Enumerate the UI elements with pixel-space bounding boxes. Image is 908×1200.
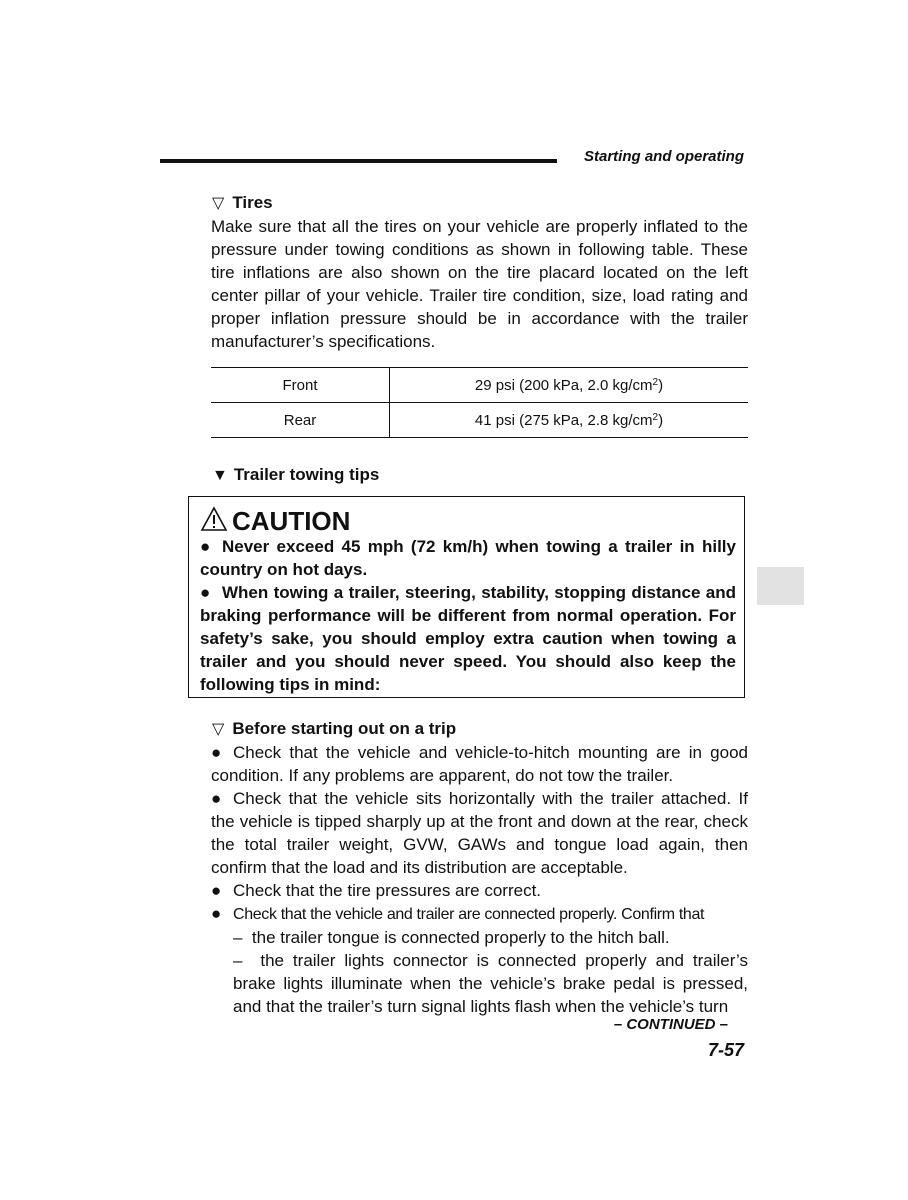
tires-heading xyxy=(212,193,273,213)
tire-pressure-table xyxy=(211,367,748,438)
table-cell-position: Rear xyxy=(211,403,390,438)
bullet-icon: ● xyxy=(200,583,211,602)
header-rule xyxy=(160,159,557,163)
continued-label: – CONTINUED – xyxy=(613,1016,728,1033)
bullet-icon: ● xyxy=(211,904,222,923)
dash-icon: – xyxy=(233,951,243,970)
caution-item: ● When towing a trailer, steering, stability, stopping distance and braking performance will be different from normal operation. For safety’s sake, you should employ extra caution when towing a trailer and you should never speed. You should also keep the following tips in mind: xyxy=(200,583,736,694)
list-item: ● Check that the vehicle and vehicle-to-hitch mounting are in good condition. If any problems are apparent, do not tow the trailer. xyxy=(211,743,748,785)
table-cell-pressure: 29 psi (200 kPa, 2.0 $kg/cm^2$) xyxy=(390,368,749,403)
caution-text xyxy=(200,535,736,696)
bullet-icon: ● xyxy=(200,537,211,556)
warning-triangle-icon xyxy=(200,506,228,532)
before-trip-heading xyxy=(212,719,456,739)
bullet-icon: ● xyxy=(211,743,222,762)
page-number: 7-57 xyxy=(707,1040,744,1060)
bullet-icon: ● xyxy=(211,881,222,900)
list-item: ● Check that the vehicle and trailer are connected properly. Confirm that xyxy=(211,904,705,923)
caution-heading xyxy=(200,506,350,537)
chapter-tab xyxy=(757,567,804,605)
dash-icon: – xyxy=(233,928,243,947)
table-row xyxy=(211,403,748,438)
section-title: Starting and operating xyxy=(583,148,744,165)
bullet-icon: ● xyxy=(211,789,222,808)
filled-triangle-icon: ▼ xyxy=(212,467,228,484)
list-item: ● Check that the vehicle sits horizontally with the trailer attached. If the vehicle is tipped sharply up at the front and down at the rear, check the total trailer weight, GVW, GAWs and tongue load again, then confirm that the load and its distribution are acceptable. xyxy=(211,789,748,877)
towing-heading-text: Trailer towing tips xyxy=(233,465,380,484)
table-cell-position: Front xyxy=(211,368,390,403)
tires-paragraph: Make sure that all the tires on your vehicle are properly inflated to the pressure under towing conditions as shown in following table. These tire inflations are also shown on the tire placard located on the left center pillar of your vehicle. Trailer tire condition, size, load rating and proper inflation pressure should be in accordance with the trailer manufacturer’s specifications. xyxy=(211,217,748,351)
before-trip-list xyxy=(211,741,748,1018)
before-trip-heading-text: Before starting out on a trip xyxy=(232,719,457,738)
table-row xyxy=(211,368,748,403)
caution-title: CAUTION xyxy=(232,506,351,536)
tires-heading-text: Tires xyxy=(232,193,273,212)
caution-item: ● Never exceed 45 mph (72 km/h) when towing a trailer in hilly country on hot days. xyxy=(200,537,736,579)
table-cell-pressure: 41 psi (275 kPa, 2.8 $kg/cm^2$) xyxy=(390,403,749,438)
towing-heading xyxy=(212,465,379,485)
hollow-triangle-icon: ▽ xyxy=(212,195,225,212)
sub-list-item: – the trailer lights connector is connected properly and trailer’s brake lights illuminate when the vehicle’s brake pedal is pressed, and that the trailer’s turn signal lights flash when the vehicle’s turn xyxy=(233,951,748,1016)
sub-list-item: – the trailer tongue is connected properly to the hitch ball. xyxy=(233,928,670,947)
hollow-triangle-icon: ▽ xyxy=(212,721,225,738)
list-item: ● Check that the tire pressures are correct. xyxy=(211,881,542,900)
